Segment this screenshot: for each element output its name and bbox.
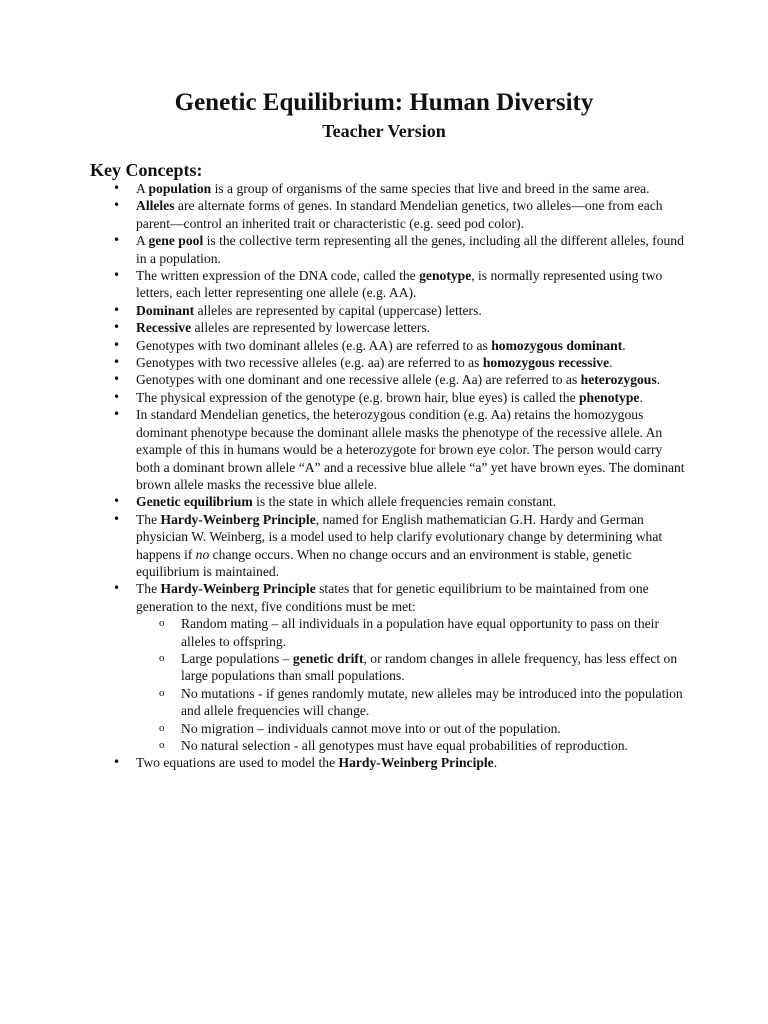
concept-hardy-weinberg-conditions: • The Hardy-Weinberg Principle states that for genetic equilibrium to be maintained from one generation to the next, five conditions must be met: o Random mating – all individuals in a population have equal opportunity to pass on their alleles to offspring. o Large populations – genetic drift, or random changes in allele frequency, has less effect on large populations than small populations. o No mutations - if genes randomly mutate, new alleles may be introduced into the population and allele frequencies will change. o No migration – individuals cannot move into or out of the population. o No natural selection - all genotypes must have equal probabilities of reproduction. <box>136 580 686 754</box>
concept-dominant: • Dominant alleles are represented by capital (uppercase) letters. <box>136 302 686 319</box>
concept-genotype: • The written expression of the DNA code, called the genotype, is normally represented using two letters, each letter representing one allele (e.g. AA). <box>136 267 686 302</box>
concept-two-equations: • Two equations are used to model the Hardy-Weinberg Principle. <box>136 754 686 771</box>
concept-homozygous-dominant: • Genotypes with two dominant alleles (e.g. AA) are referred to as homozygous dominant. <box>136 337 686 354</box>
concept-recessive: • Recessive alleles are represented by lowercase letters. <box>136 319 686 336</box>
condition-no-mutations: o No mutations - if genes randomly mutate, new alleles may be introduced into the population and allele frequencies will change. <box>181 685 686 720</box>
concept-alleles: • Alleles are alternate forms of genes. In standard Mendelian genetics, two alleles—one from each parent—control an inherited trait or characteristic (e.g. seed pod color). <box>136 197 686 232</box>
concept-hardy-weinberg: • The Hardy-Weinberg Principle, named for English mathematician G.H. Hardy and German physician W. Weinberg, is a model used to help clarify evolutionary change by determining what happens if no change occurs. When no change occurs and an environment is stable, genetic equilibrium is maintained. <box>136 511 686 581</box>
concept-homozygous-recessive: • Genotypes with two recessive alleles (e.g. aa) are referred to as homozygous recessive. <box>136 354 686 371</box>
concept-gene-pool: • A gene pool is the collective term representing all the genes, including all the different alleles, found in a population. <box>136 232 686 267</box>
section-heading: Key Concepts: <box>90 160 203 180</box>
concept-mendelian-example: • In standard Mendelian genetics, the heterozygous condition (e.g. Aa) retains the homozygous dominant phenotype because the dominant allele masks the phenotype of the recessive allele. An example of this in humans would be a heterozygote for brown eye color. The person would carry both a dominant brown allele “A” and a recessive blue allele “a” yet have brown eyes. The dominant brown allele masks the recessive blue allele. <box>136 406 686 493</box>
page-title: Genetic Equilibrium: Human Diversity <box>174 89 594 116</box>
concept-genetic-equilibrium: • Genetic equilibrium is the state in which allele frequencies remain constant. <box>136 493 686 510</box>
condition-no-natural-selection: o No natural selection - all genotypes must have equal probabilities of reproduction. <box>181 737 686 754</box>
concept-phenotype: • The physical expression of the genotype (e.g. brown hair, blue eyes) is called the phenotype. <box>136 389 686 406</box>
concept-heterozygous: • Genotypes with one dominant and one recessive allele (e.g. Aa) are referred to as heterozygous. <box>136 371 686 388</box>
condition-large-populations: o Large populations – genetic drift, or random changes in allele frequency, has less effect on large populations than small populations. <box>181 650 686 685</box>
key-concepts-list <box>136 180 686 772</box>
page-subtitle: Teacher Version <box>322 121 446 141</box>
conditions-list <box>136 615 686 754</box>
condition-random-mating: o Random mating – all individuals in a population have equal opportunity to pass on their alleles to offspring. <box>181 615 686 650</box>
condition-no-migration: o No migration – individuals cannot move into or out of the population. <box>181 720 686 737</box>
concept-population: • A population is a group of organisms of the same species that live and breed in the same area. <box>136 180 686 197</box>
